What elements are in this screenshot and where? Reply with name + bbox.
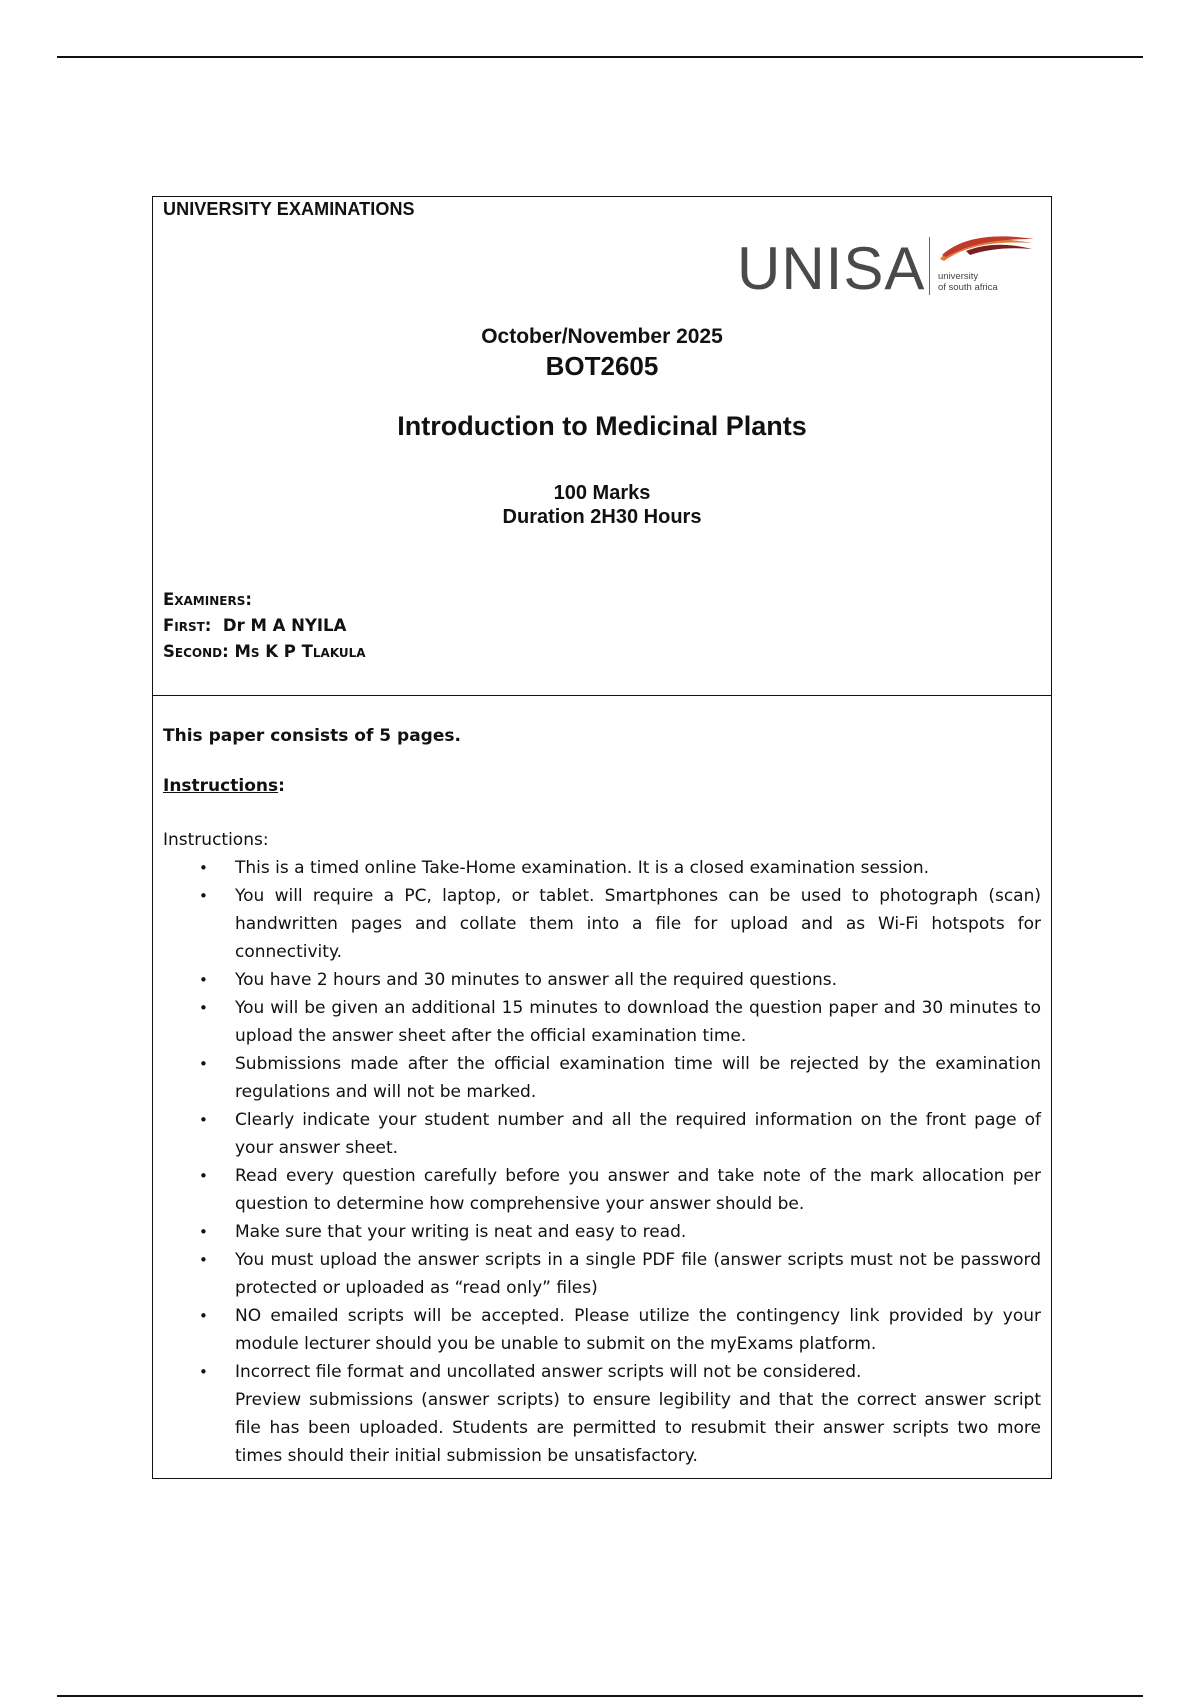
bullet-icon: • — [199, 1167, 208, 1185]
list-item — [163, 1050, 1041, 1106]
bullet-icon: • — [199, 1307, 208, 1325]
bullet-icon: • — [199, 1111, 208, 1129]
list-item-text: Read every question carefully before you answer and take note of the mark allocation per question to determine how comprehensive your answer should be. — [235, 1166, 1041, 1214]
list-item-text: NO emailed scripts will be accepted. Please utilize the contingency link provided by your module lecturer should you be unable to submit on the myExams platform. — [235, 1306, 1041, 1354]
list-item-text: Make sure that your writing is neat and easy to read. — [235, 1222, 687, 1242]
list-item — [163, 882, 1041, 966]
logo-tagline — [938, 271, 998, 293]
list-item — [163, 1246, 1041, 1302]
bullet-icon: • — [199, 887, 208, 905]
bullet-icon: • — [199, 1055, 208, 1073]
examiners-heading: Examiners: — [163, 590, 252, 609]
cover-section — [153, 197, 1051, 696]
second-examiner — [163, 639, 366, 665]
university-examinations-label: UNIVERSITY EXAMINATIONS — [163, 199, 415, 219]
instructions-section — [153, 696, 1051, 1478]
list-item — [163, 1162, 1041, 1218]
page-count-line: This paper consists of 5 pages. — [163, 726, 461, 746]
list-item-text: Incorrect file format and uncollated answer scripts will not be considered. — [235, 1362, 862, 1382]
logo-tagline-line2: of south africa — [938, 282, 998, 293]
unisa-logo — [737, 235, 1037, 303]
page-top-rule — [57, 56, 1143, 58]
module-code: BOT2605 — [545, 351, 659, 381]
exam-cover-box — [152, 196, 1052, 1479]
module-title: Introduction to Medicinal Plants — [397, 411, 807, 441]
resubmission-note: Preview submissions (answer scripts) to ensure legibility and that the correct answer script file has been uploaded. Students are permitted to resubmit their answer scripts two more times should their initial submission be unsatisfactory. — [235, 1390, 1041, 1466]
instructions-label: Instructions: — [163, 830, 269, 850]
instructions-heading-text: Instructions — [163, 776, 279, 796]
list-item — [163, 1302, 1041, 1358]
bullet-icon: • — [199, 1223, 208, 1241]
first-examiner-label: First: — [163, 616, 212, 635]
total-marks: 100 Marks — [553, 482, 651, 504]
list-item — [163, 1106, 1041, 1162]
bullet-icon: • — [199, 859, 208, 877]
logo-wordmark: UNISA — [737, 235, 926, 302]
logo-tagline-line1: university — [938, 271, 979, 282]
list-item-text: This is a timed online Take-Home examination. It is a closed examination session. — [235, 858, 930, 878]
instructions-list — [163, 854, 1041, 1386]
list-item — [163, 994, 1041, 1050]
exam-duration: Duration 2H30 Hours — [502, 506, 702, 528]
list-item-text: You must upload the answer scripts in a single PDF file (answer scripts must not be password protected or uploaded as “read only” files) — [235, 1250, 1041, 1298]
bullet-icon: • — [199, 1363, 208, 1381]
first-examiner — [163, 613, 366, 639]
list-item-text: Clearly indicate your student number and all the required information on the front page of your answer sheet. — [235, 1110, 1041, 1158]
examiners-block — [163, 587, 366, 665]
instructions-heading — [163, 772, 1041, 800]
list-item — [163, 1358, 1041, 1386]
exam-session: October/November 2025 — [481, 325, 723, 348]
bullet-icon: • — [199, 999, 208, 1017]
list-item-text: You have 2 hours and 30 minutes to answer all the required questions. — [235, 970, 838, 990]
list-item-text: You will be given an additional 15 minutes to download the question paper and 30 minutes to upload the answer sheet after the official examination time. — [235, 998, 1041, 1046]
list-item — [163, 854, 1041, 882]
first-examiner-name: Dr M A NYILA — [222, 616, 347, 635]
second-examiner-label: Second: — [163, 642, 229, 661]
bullet-icon: • — [199, 1251, 208, 1269]
logo-divider — [929, 237, 930, 295]
second-examiner-name: Ms K P Tlakula — [234, 642, 366, 661]
list-item-text: Submissions made after the official examination time will be rejected by the examination regulations and will not be marked. — [235, 1054, 1041, 1102]
instructions-heading-colon: : — [278, 776, 285, 796]
list-item — [163, 966, 1041, 994]
page-bottom-rule — [57, 1695, 1143, 1697]
list-item — [163, 1218, 1041, 1246]
list-item-text: You will require a PC, laptop, or tablet. Smartphones can be used to photograph (scan) handwritten pages and collate them into a file for upload and as Wi-Fi hotspots for connectivity. — [235, 886, 1041, 962]
logo-swoosh-icon — [936, 233, 1036, 265]
bullet-icon: • — [199, 971, 208, 989]
